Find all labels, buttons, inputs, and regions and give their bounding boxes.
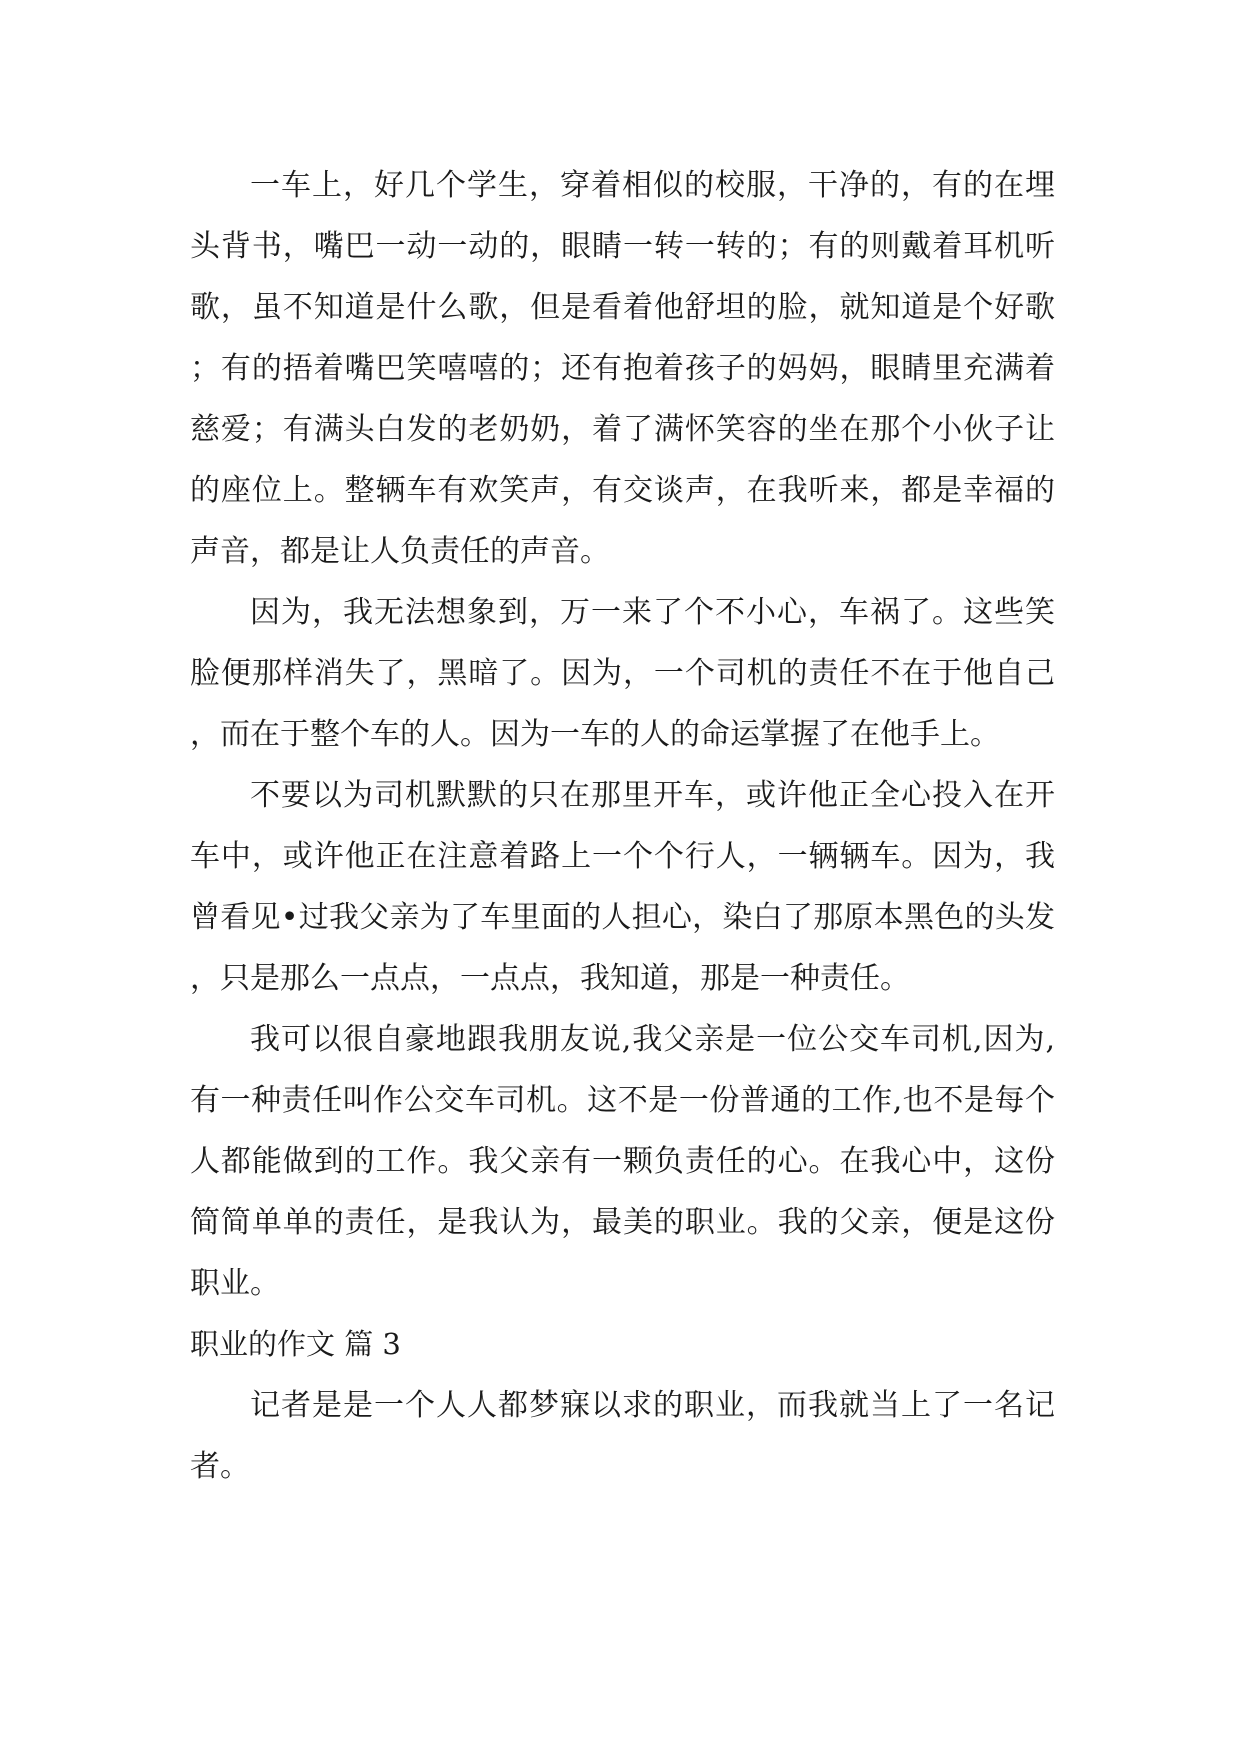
paragraph-journalist: 记者是是一个人人都梦寐以求的职业，而我就当上了一名记者。	[190, 1388, 1055, 1484]
document-body	[190, 155, 1055, 1497]
paragraph-father-driving: 不要以为司机默默的只在那里开车，或许他正全心投入在开车中，或许他正在注意着路上一个个行人，一辆辆车。因为，我曾看见•过我父亲为了车里面的人担心，染白了那原本黑色的头发，只是那么一点点，一点点，我知道，那是一种责任。	[190, 778, 1055, 996]
paragraph-driver-responsibility: 因为，我无法想象到，万一来了个不小心，车祸了。这些笑脸便那样消失了，黑暗了。因为，一个司机的责任不在于他自己，而在于整个车的人。因为一车的人的命运掌握了在他手上。	[190, 595, 1055, 752]
paragraph-proud-of-father: 我可以很自豪地跟我朋友说,我父亲是一位公交车司机,因为,有一种责任叫作公交车司机。这不是一份普通的工作,也不是每个人都能做到的工作。我父亲有一颗负责任的心。在我心中，这份简简单单的责任，是我认为，最美的职业。我的父亲，便是这份职业。	[190, 1022, 1055, 1301]
paragraph-bus-passengers: 一车上，好几个学生，穿着相似的校服，干净的，有的在埋头背书，嘴巴一动一动的，眼睛一转一转的；有的则戴着耳机听歌，虽不知道是什么歌，但是看着他舒坦的脸，就知道是个好歌；有的捂着嘴巴笑嘻嘻的；还有抱着孩子的妈妈，眼睛里充满着慈爱；有满头白发的老奶奶，着了满怀笑容的坐在那个小伙子让的座位上。整辆车有欢笑声，有交谈声，在我听来，都是幸福的声音，都是让人负责任的声音。	[190, 168, 1055, 569]
section-heading: 职业的作文 篇 3	[190, 1327, 401, 1361]
